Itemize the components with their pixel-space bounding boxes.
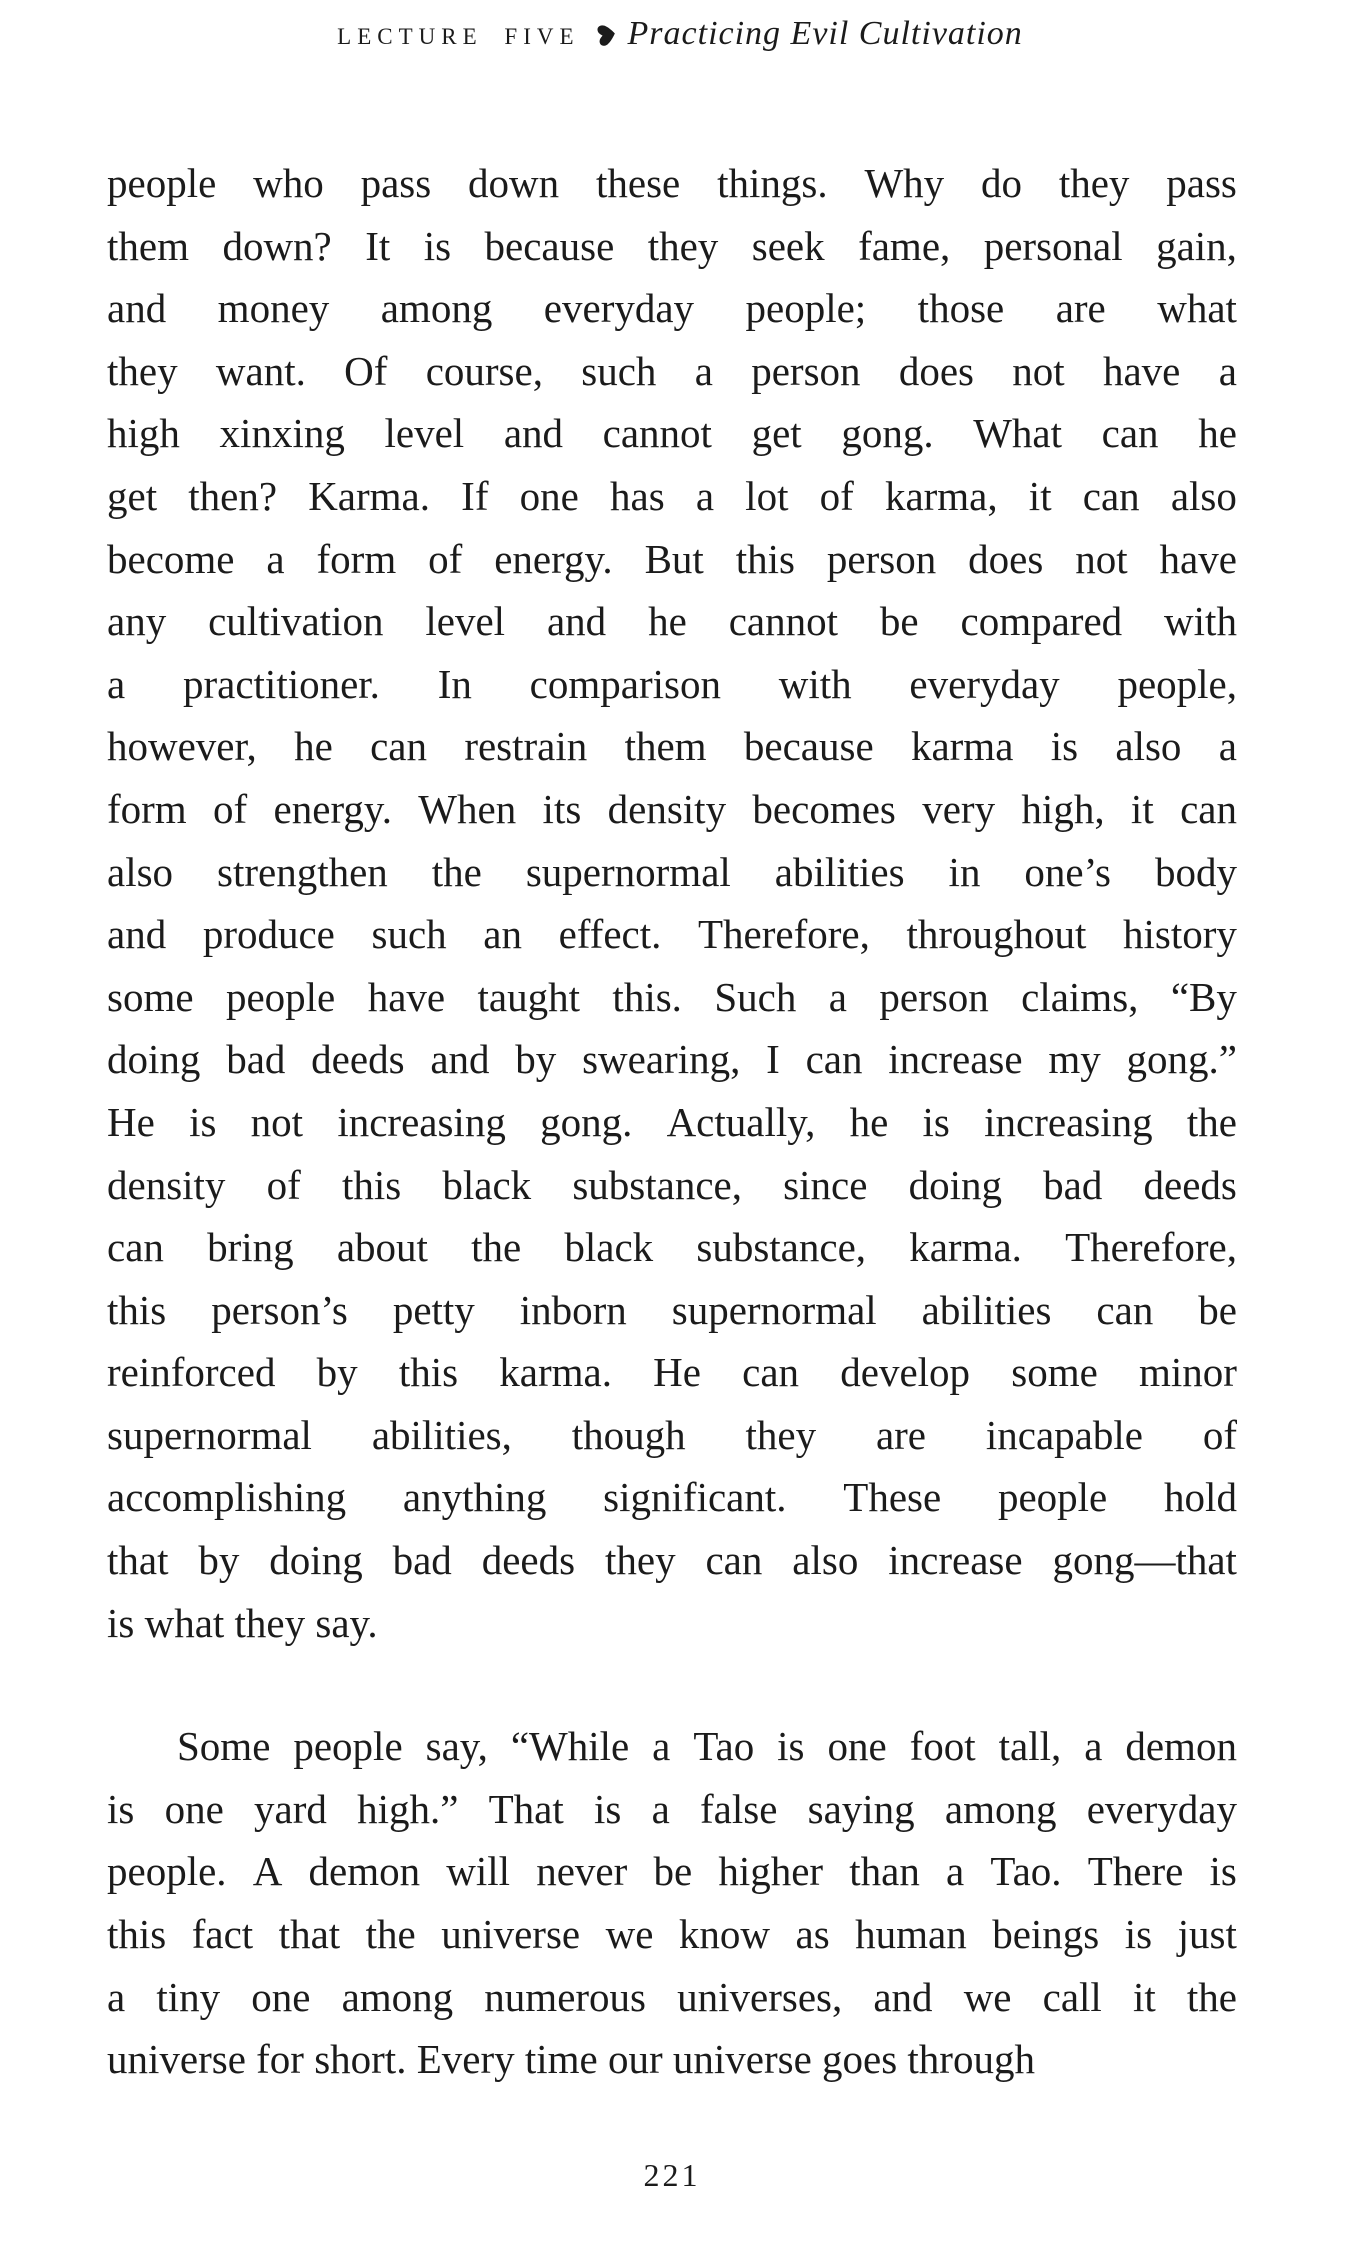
text-line: they want. Of course, such a person does not have a bbox=[107, 347, 1237, 394]
text-line: is what they say. bbox=[107, 1599, 378, 1646]
fleuron-icon bbox=[594, 23, 618, 47]
text-line: a practitioner. In comparison with everyday people, bbox=[107, 660, 1237, 707]
text-line: them down? It is because they seek fame, personal gain, bbox=[107, 222, 1237, 269]
text-line: however, he can restrain them because karma is also a bbox=[107, 723, 1237, 770]
text-line: and produce such an effect. Therefore, throughout history bbox=[107, 911, 1237, 958]
text-line: some people have taught this. Such a person claims, “By bbox=[107, 973, 1237, 1020]
text-line: can bring about the black substance, karma. Therefore, bbox=[107, 1224, 1237, 1271]
text-line: a tiny one among numerous universes, and we call it the bbox=[107, 1973, 1237, 2020]
lecture-label: LECTURE FIVE bbox=[337, 24, 580, 49]
text-line: become a form of energy. But this person does not have bbox=[107, 535, 1237, 582]
text-line: high xinxing level and cannot get gong. What can he bbox=[107, 410, 1237, 457]
text-line: people who pass down these things. Why do they pass bbox=[107, 160, 1237, 206]
text-line: and money among everyday people; those are what bbox=[107, 285, 1237, 332]
text-line: He is not increasing gong. Actually, he is increasing the bbox=[107, 1098, 1237, 1145]
text-line: is one yard high.” That is a false saying among everyday bbox=[107, 1785, 1237, 1832]
text-line: any cultivation level and he cannot be compared with bbox=[107, 598, 1237, 645]
text-line: also strengthen the supernormal abilities in one’s body bbox=[107, 848, 1237, 895]
chapter-title: Practicing Evil Cultivation bbox=[627, 15, 1023, 52]
text-line: density of this black substance, since doing bad deeds bbox=[107, 1161, 1237, 1208]
text-line: people. A demon will never be higher than a Tao. There is bbox=[107, 1848, 1237, 1895]
text-line: this person’s petty inborn supernormal abilities can be bbox=[107, 1286, 1237, 1333]
text-line: form of energy. When its density becomes very high, it can bbox=[107, 785, 1237, 832]
text-line: that by doing bad deeds they can also increase gong—that bbox=[107, 1537, 1237, 1584]
page-number: 221 bbox=[643, 2157, 701, 2193]
text-line: get then? Karma. If one has a lot of karma, it can also bbox=[107, 472, 1237, 519]
text-line: doing bad deeds and by swearing, I can increase my gong.” bbox=[107, 1036, 1237, 1083]
text-line: supernormal abilities, though they are incapable of bbox=[107, 1411, 1237, 1458]
paragraph bbox=[107, 1715, 1237, 2091]
text-line: this fact that the universe we know as human beings is just bbox=[107, 1911, 1237, 1958]
running-header bbox=[0, 14, 1360, 60]
body-text bbox=[107, 152, 1237, 2091]
text-line: Some people say, “While a Tao is one foot tall, a demon bbox=[177, 1723, 1237, 1770]
text-line: universe for short. Every time our universe goes through bbox=[107, 2036, 1035, 2083]
paragraph bbox=[107, 152, 1237, 1654]
text-line: accomplishing anything significant. These people hold bbox=[107, 1474, 1237, 1521]
text-line: reinforced by this karma. He can develop some minor bbox=[107, 1349, 1237, 1396]
